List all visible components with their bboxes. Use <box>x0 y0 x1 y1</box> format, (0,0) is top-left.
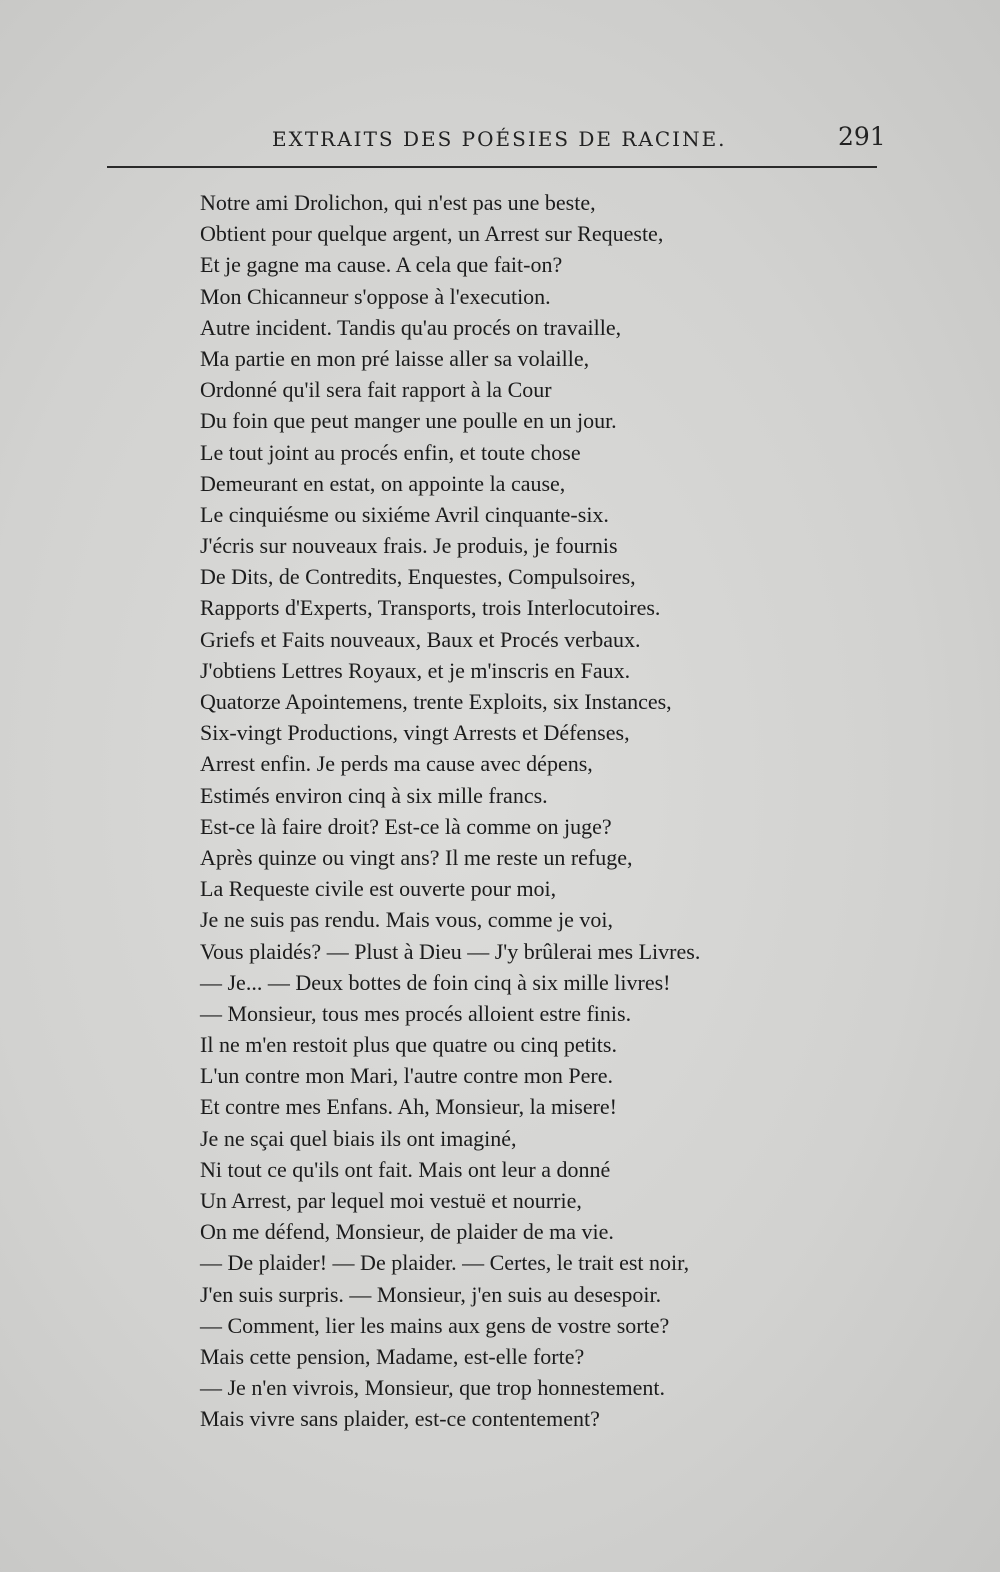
verse-line: Je ne suis pas rendu. Mais vous, comme je voi, <box>200 907 614 933</box>
verse-line: J'écris sur nouveaux frais. Je produis, je fournis <box>200 533 618 559</box>
verse-line: — De plaider! — De plaider. — Certes, le trait est noir, <box>200 1250 690 1276</box>
verse-line: Autre incident. Tandis qu'au procés on travaille, <box>200 314 622 340</box>
verse-line: Obtient pour quelque argent, un Arrest sur Requeste, <box>200 221 664 247</box>
verse-line: Un Arrest, par lequel moi vestuë et nourrie, <box>200 1188 582 1213</box>
verse-line: Rapports d'Experts, Transports, trois Interlocutoires. <box>200 595 661 621</box>
verse-line: Six-vingt Productions, vingt Arrests et Défenses, <box>200 720 630 746</box>
verse-line: Le tout joint au procés enfin, et toute chose <box>200 439 581 465</box>
verse-line: Et je gagne ma cause. A cela que fait-on? <box>200 252 563 278</box>
verse-line: J'obtiens Lettres Royaux, et je m'inscris en Faux. <box>200 657 631 683</box>
verse-line: Après quinze ou vingt ans? Il me reste un refuge, <box>200 844 633 870</box>
verse-line: Griefs et Faits nouveaux, Baux et Procés verbaux. <box>200 626 641 652</box>
verse-block <box>200 187 780 1435</box>
running-title: EXTRAITS DES POÉSIES DE RACINE. <box>272 127 727 151</box>
verse-line: Arrest enfin. Je perds ma cause avec dépens, <box>200 751 593 777</box>
verse-line: Notre ami Drolichon, qui n'est pas une beste, <box>200 190 596 215</box>
verse-line: De Dits, de Contredits, Enquestes, Compulsoires, <box>200 564 636 590</box>
verse-line: — Monsieur, tous mes procés alloient estre finis. <box>200 1000 632 1026</box>
verse-line: Estimés environ cinq à six mille francs. <box>200 782 548 808</box>
verse-line: J'en suis surpris. — Monsieur, j'en suis au desespoir. <box>200 1281 662 1307</box>
verse-line: La Requeste civile est ouverte pour moi, <box>200 876 557 902</box>
verse-line: Vous plaidés? — Plust à Dieu — J'y brûlerai mes Livres. <box>200 938 701 964</box>
verse-line: Je ne sçai quel biais ils ont imaginé, <box>200 1125 517 1151</box>
verse-line: Mais cette pension, Madame, est-elle forte? <box>200 1343 585 1369</box>
verse-line: L'un contre mon Mari, l'autre contre mon Pere. <box>200 1063 613 1089</box>
verse-line: Le cinquiésme ou sixiéme Avril cinquante-six. <box>200 501 609 527</box>
verse-line: Mon Chicanneur s'oppose à l'execution. <box>200 283 551 309</box>
verse-line: Du foin que peut manger une poulle en un jour. <box>200 408 617 434</box>
verse-line: Et contre mes Enfans. Ah, Monsieur, la misere! <box>200 1094 618 1120</box>
page-number: 291 <box>838 122 886 151</box>
verse-line: On me défend, Monsieur, de plaider de ma vie. <box>200 1219 614 1245</box>
verse-line: Est-ce là faire droit? Est-ce là comme on juge? <box>200 813 612 839</box>
verse-line: — Je... — Deux bottes de foin cinq à six mille livres! <box>200 969 671 995</box>
verse-line: Ma partie en mon pré laisse aller sa volaille, <box>200 345 590 371</box>
verse-line: Il ne m'en restoit plus que quatre ou cinq petits. <box>200 1032 617 1058</box>
verse-line: Mais vivre sans plaider, est-ce contentement? <box>200 1406 600 1432</box>
header-rule <box>107 166 877 168</box>
verse-line: — Comment, lier les mains aux gens de vostre sorte? <box>200 1312 670 1338</box>
verse-line: Ni tout ce qu'ils ont fait. Mais ont leur a donné <box>200 1156 611 1182</box>
verse-line: Ordonné qu'il sera fait rapport à la Cour <box>200 377 552 403</box>
verse-line: Demeurant en estat, on appointe la cause, <box>200 470 566 496</box>
verse-line: Quatorze Apointemens, trente Exploits, six Instances, <box>200 689 672 714</box>
verse-line: — Je n'en vivrois, Monsieur, que trop honnestement. <box>200 1375 666 1401</box>
